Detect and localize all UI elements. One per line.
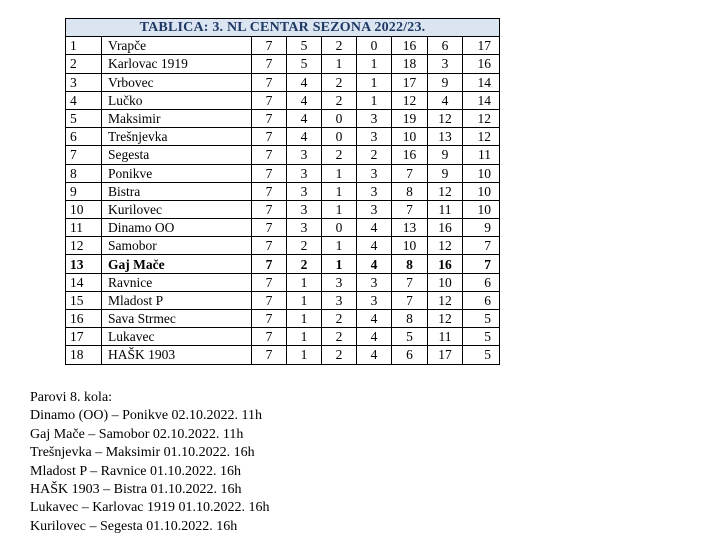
club-name-cell: Vrbovec [102, 73, 252, 91]
stat-cell: 3 [287, 164, 322, 182]
table-row [66, 291, 500, 309]
stat-cell: 12 [463, 109, 500, 127]
stat-cell: 10 [392, 128, 428, 146]
stat-cell: 0 [357, 37, 392, 55]
stat-cell: 6 [428, 37, 463, 55]
stat-cell: 17 [463, 37, 500, 55]
stat-cell: 12 [392, 91, 428, 109]
stat-cell: 2 [287, 255, 322, 273]
stat-cell: 14 [463, 73, 500, 91]
position-cell: 3 [66, 73, 102, 91]
stat-cell: 6 [463, 291, 500, 309]
stat-cell: 1 [322, 200, 357, 218]
stat-cell: 16 [392, 146, 428, 164]
table-row [66, 91, 500, 109]
stat-cell: 1 [322, 237, 357, 255]
fixture-line: Lukavec – Karlovac 1919 01.10.2022. 16h [30, 500, 270, 516]
stat-cell: 7 [252, 346, 287, 364]
stat-cell: 7 [252, 219, 287, 237]
fixture-line: Dinamo (OO) – Ponikve 02.10.2022. 11h [30, 408, 263, 424]
position-cell: 8 [66, 164, 102, 182]
stat-cell: 5 [287, 37, 322, 55]
stat-cell: 2 [322, 73, 357, 91]
stat-cell: 7 [252, 273, 287, 291]
stat-cell: 7 [392, 200, 428, 218]
stat-cell: 10 [428, 273, 463, 291]
stat-cell: 12 [428, 109, 463, 127]
table-row [66, 255, 500, 273]
stat-cell: 7 [463, 255, 500, 273]
position-cell: 1 [66, 37, 102, 55]
table-row [66, 219, 500, 237]
position-cell: 9 [66, 182, 102, 200]
stat-cell: 3 [357, 291, 392, 309]
table-row [66, 128, 500, 146]
stat-cell: 7 [252, 91, 287, 109]
stat-cell: 4 [287, 109, 322, 127]
stat-cell: 12 [463, 128, 500, 146]
table-row [66, 182, 500, 200]
stat-cell: 16 [428, 219, 463, 237]
fixtures-list [30, 389, 270, 536]
stat-cell: 7 [252, 55, 287, 73]
stat-cell: 6 [463, 273, 500, 291]
stat-cell: 7 [252, 310, 287, 328]
stat-cell: 7 [252, 37, 287, 55]
table-row [66, 328, 500, 346]
table-row [66, 346, 500, 364]
stat-cell: 6 [392, 346, 428, 364]
stat-cell: 3 [322, 291, 357, 309]
stat-cell: 7 [463, 237, 500, 255]
stat-cell: 4 [357, 255, 392, 273]
position-cell: 7 [66, 146, 102, 164]
table-row [66, 310, 500, 328]
club-name-cell: Mladost P [102, 291, 252, 309]
stat-cell: 1 [322, 164, 357, 182]
club-name-cell: Maksimir [102, 109, 252, 127]
club-name-cell: Samobor [102, 237, 252, 255]
stat-cell: 8 [392, 255, 428, 273]
stat-cell: 1 [357, 55, 392, 73]
stat-cell: 16 [428, 255, 463, 273]
stat-cell: 11 [428, 200, 463, 218]
table-row [66, 237, 500, 255]
stat-cell: 2 [322, 37, 357, 55]
club-name-cell: Vrapče [102, 37, 252, 55]
stat-cell: 5 [463, 310, 500, 328]
stat-cell: 4 [357, 219, 392, 237]
position-cell: 15 [66, 291, 102, 309]
stat-cell: 3 [357, 128, 392, 146]
stat-cell: 12 [428, 291, 463, 309]
table-row [66, 109, 500, 127]
fixtures-heading: Parovi 8. kola: [30, 390, 113, 405]
stat-cell: 2 [322, 328, 357, 346]
table-row [66, 55, 500, 73]
club-name-cell: Gaj Mače [102, 255, 252, 273]
stat-cell: 13 [392, 219, 428, 237]
stat-cell: 18 [392, 55, 428, 73]
stat-cell: 3 [357, 273, 392, 291]
stat-cell: 5 [463, 328, 500, 346]
stat-cell: 1 [322, 255, 357, 273]
stat-cell: 14 [463, 91, 500, 109]
stat-cell: 2 [322, 346, 357, 364]
club-name-cell: Lukavec [102, 328, 252, 346]
table-row [66, 200, 500, 218]
fixture-line: Kurilovec – Segesta 01.10.2022. 16h [30, 518, 238, 534]
stat-cell: 0 [322, 128, 357, 146]
table-row [66, 37, 500, 55]
stat-cell: 1 [287, 346, 322, 364]
stat-cell: 1 [322, 182, 357, 200]
club-name-cell: Bistra [102, 182, 252, 200]
stat-cell: 3 [287, 200, 322, 218]
stat-cell: 3 [428, 55, 463, 73]
stat-cell: 7 [252, 255, 287, 273]
stat-cell: 7 [252, 200, 287, 218]
stat-cell: 2 [287, 237, 322, 255]
stat-cell: 12 [428, 237, 463, 255]
stat-cell: 10 [392, 237, 428, 255]
club-name-cell: Kurilovec [102, 200, 252, 218]
stat-cell: 16 [392, 37, 428, 55]
stat-cell: 13 [428, 128, 463, 146]
stat-cell: 7 [252, 328, 287, 346]
stat-cell: 2 [322, 91, 357, 109]
stat-cell: 7 [392, 273, 428, 291]
stat-cell: 1 [322, 55, 357, 73]
table-row [66, 273, 500, 291]
stat-cell: 9 [428, 164, 463, 182]
table-row [66, 73, 500, 91]
stat-cell: 7 [252, 237, 287, 255]
stat-cell: 2 [322, 310, 357, 328]
club-name-cell: Ponikve [102, 164, 252, 182]
stat-cell: 7 [252, 128, 287, 146]
stat-cell: 7 [252, 164, 287, 182]
stat-cell: 9 [463, 219, 500, 237]
stat-cell: 4 [287, 73, 322, 91]
standings-body [66, 37, 500, 364]
stat-cell: 4 [357, 237, 392, 255]
stat-cell: 9 [428, 73, 463, 91]
stat-cell: 7 [252, 109, 287, 127]
stat-cell: 7 [252, 291, 287, 309]
stat-cell: 2 [357, 146, 392, 164]
stat-cell: 1 [287, 273, 322, 291]
stat-cell: 1 [287, 310, 322, 328]
stat-cell: 4 [287, 91, 322, 109]
stat-cell: 12 [428, 310, 463, 328]
fixture-line: HAŠK 1903 – Bistra 01.10.2022. 16h [30, 482, 242, 498]
position-cell: 18 [66, 346, 102, 364]
fixture-line: Mladost P – Ravnice 01.10.2022. 16h [30, 463, 242, 479]
position-cell: 4 [66, 91, 102, 109]
position-cell: 12 [66, 237, 102, 255]
stat-cell: 8 [392, 310, 428, 328]
stat-cell: 1 [357, 73, 392, 91]
club-name-cell: Dinamo OO [102, 219, 252, 237]
stat-cell: 4 [287, 128, 322, 146]
table-row [66, 146, 500, 164]
table-row [66, 164, 500, 182]
stat-cell: 4 [357, 310, 392, 328]
club-name-cell: Ravnice [102, 273, 252, 291]
stat-cell: 5 [392, 328, 428, 346]
stat-cell: 7 [392, 164, 428, 182]
stat-cell: 16 [463, 55, 500, 73]
club-name-cell: Sava Strmec [102, 310, 252, 328]
stat-cell: 0 [322, 219, 357, 237]
stat-cell: 3 [357, 109, 392, 127]
stat-cell: 8 [392, 182, 428, 200]
stat-cell: 7 [252, 182, 287, 200]
stat-cell: 1 [357, 91, 392, 109]
stat-cell: 3 [287, 219, 322, 237]
position-cell: 16 [66, 310, 102, 328]
stat-cell: 10 [463, 200, 500, 218]
stat-cell: 3 [287, 182, 322, 200]
stat-cell: 1 [287, 328, 322, 346]
position-cell: 2 [66, 55, 102, 73]
stat-cell: 7 [392, 291, 428, 309]
stat-cell: 10 [463, 164, 500, 182]
club-name-cell: Segesta [102, 146, 252, 164]
stat-cell: 19 [392, 109, 428, 127]
stat-cell: 5 [463, 346, 500, 364]
position-cell: 17 [66, 328, 102, 346]
club-name-cell: Lučko [102, 91, 252, 109]
fixture-line: Trešnjevka – Maksimir 01.10.2022. 16h [30, 445, 255, 461]
league-standings-table [65, 18, 500, 365]
position-cell: 11 [66, 219, 102, 237]
stat-cell: 4 [357, 346, 392, 364]
position-cell: 6 [66, 128, 102, 146]
position-cell: 5 [66, 109, 102, 127]
club-name-cell: HAŠK 1903 [102, 346, 252, 364]
table-title: TABLICA: 3. NL CENTAR SEZONA 2022/23. [66, 19, 500, 37]
stat-cell: 10 [463, 182, 500, 200]
stat-cell: 3 [287, 146, 322, 164]
stat-cell: 4 [428, 91, 463, 109]
position-cell: 14 [66, 273, 102, 291]
stat-cell: 3 [357, 200, 392, 218]
stat-cell: 5 [287, 55, 322, 73]
fixture-line: Gaj Mače – Samobor 02.10.2022. 11h [30, 426, 244, 442]
stat-cell: 1 [287, 291, 322, 309]
stat-cell: 0 [322, 109, 357, 127]
stat-cell: 2 [322, 146, 357, 164]
position-cell: 13 [66, 255, 102, 273]
stat-cell: 7 [252, 73, 287, 91]
position-cell: 10 [66, 200, 102, 218]
stat-cell: 9 [428, 146, 463, 164]
stat-cell: 17 [428, 346, 463, 364]
stat-cell: 3 [322, 273, 357, 291]
stat-cell: 11 [428, 328, 463, 346]
stat-cell: 7 [252, 146, 287, 164]
club-name-cell: Karlovac 1919 [102, 55, 252, 73]
stat-cell: 12 [428, 182, 463, 200]
stat-cell: 4 [357, 328, 392, 346]
stat-cell: 11 [463, 146, 500, 164]
stat-cell: 3 [357, 182, 392, 200]
stat-cell: 3 [357, 164, 392, 182]
club-name-cell: Trešnjevka [102, 128, 252, 146]
stat-cell: 17 [392, 73, 428, 91]
